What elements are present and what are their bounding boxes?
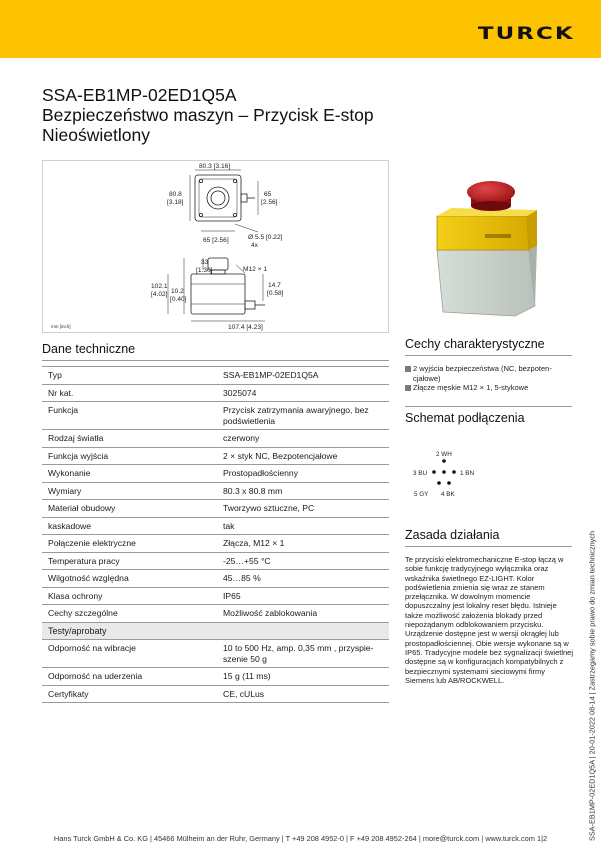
spec-value: czerwony bbox=[217, 430, 389, 448]
table-row bbox=[42, 500, 389, 518]
table-row bbox=[42, 384, 389, 402]
wiring-heading: Schemat podłączenia bbox=[405, 411, 525, 425]
spec-key: Klasa ochrony bbox=[42, 587, 217, 605]
tech-data-table bbox=[42, 366, 389, 703]
spec-key: Wilgotność względna bbox=[42, 570, 217, 588]
table-row bbox=[42, 367, 389, 385]
spec-value: 80.3 x 80.8 mm bbox=[217, 482, 389, 500]
turck-logo: TURCK bbox=[478, 24, 575, 44]
spec-key: Odporność na wibracje bbox=[42, 640, 217, 668]
principle-heading: Zasada działania bbox=[405, 528, 500, 542]
dim-connector: M12 × 1 bbox=[243, 266, 268, 273]
dim-conn-a: 14.7 bbox=[268, 282, 281, 289]
pin-2-label: 2 WH bbox=[436, 451, 452, 458]
product-photo-svg bbox=[417, 168, 557, 328]
spec-key: kaskadowe bbox=[42, 517, 217, 535]
dim-base-b: [0.40] bbox=[170, 296, 187, 303]
features-list bbox=[405, 364, 575, 393]
pin-4-label: 4 BK bbox=[441, 491, 455, 498]
dim-base-a: 10.2 bbox=[171, 288, 184, 295]
dim-button-b: [1.30] bbox=[196, 267, 213, 274]
spec-key: Cechy szczególne bbox=[42, 605, 217, 623]
spec-value: 3025074 bbox=[217, 384, 389, 402]
spec-value: 10 to 500 Hz, amp. 0,35 mm , przyspie- szenie 50 g bbox=[217, 640, 389, 668]
table-row bbox=[42, 640, 389, 668]
unit-note: mm [inch] bbox=[51, 324, 71, 329]
table-row bbox=[42, 447, 389, 465]
footer-text: Hans Turck GmbH & Co. KG | 45466 Mülheim an der Ruhr, Germany | T +49 208 4952-0 | F +49 208 4952-264 | more@turck.com | www.turck.com 1|2 bbox=[53, 834, 548, 843]
spec-group-label: Testy/aprobaty bbox=[42, 622, 389, 640]
title-line-1: SSA-EB1MP-02ED1Q5A bbox=[42, 85, 237, 105]
spec-key: Odporność na uderzenia bbox=[42, 668, 217, 686]
table-row bbox=[42, 535, 389, 553]
pin-2-icon bbox=[442, 459, 446, 463]
table-row bbox=[42, 668, 389, 686]
spec-value: 15 g (11 ms) bbox=[217, 668, 389, 686]
table-group-row bbox=[42, 622, 389, 640]
table-row bbox=[42, 402, 389, 430]
table-row bbox=[42, 587, 389, 605]
dim-top-width: 80.3 [3.16] bbox=[199, 163, 231, 170]
title-line-3: Nieoświetlony bbox=[42, 125, 150, 145]
wiring-diagram bbox=[405, 446, 505, 501]
title-line-2: Bezpieczeństwo maszyn – Przycisk E-stop bbox=[42, 105, 374, 125]
tech-data-heading: Dane techniczne bbox=[42, 342, 136, 356]
pin-5-icon bbox=[442, 470, 446, 474]
table-row bbox=[42, 570, 389, 588]
pin-1-icon bbox=[452, 470, 456, 474]
dim-total-height-a: 102.1 bbox=[151, 283, 168, 290]
spec-key: Certyfikaty bbox=[42, 685, 217, 703]
features-rule bbox=[405, 355, 572, 356]
header-band bbox=[0, 0, 601, 58]
dim-hole-count: 4x bbox=[251, 242, 258, 249]
list-item bbox=[405, 364, 575, 383]
spec-key: Wymiary bbox=[42, 482, 217, 500]
dim-left-height-b: [3.18] bbox=[167, 199, 184, 206]
sidebar-note bbox=[586, 430, 598, 850]
spec-value: -25…+55 °C bbox=[217, 552, 389, 570]
dimension-drawing-svg bbox=[43, 161, 390, 334]
spec-key: Funkcja wyjścia bbox=[42, 447, 217, 465]
spec-key: Typ bbox=[42, 367, 217, 385]
table-row bbox=[42, 685, 389, 703]
dim-button-a: 33 bbox=[201, 259, 209, 266]
spec-key: Temperatura pracy bbox=[42, 552, 217, 570]
feature-text: 2 wyjścia bezpieczeństwa (NC, bezpoten- cjałowe) bbox=[413, 364, 552, 383]
wiring-diagram-svg bbox=[405, 446, 505, 501]
spec-value: Przycisk zatrzymania awaryjnego, bez podświetlenia bbox=[217, 402, 389, 430]
tech-data-rule bbox=[42, 360, 389, 361]
table-row bbox=[42, 517, 389, 535]
table-row bbox=[42, 605, 389, 623]
table-row bbox=[42, 465, 389, 483]
spec-key: Połączenie elektryczne bbox=[42, 535, 217, 553]
spec-value: SSA-EB1MP-02ED1Q5A bbox=[217, 367, 389, 385]
spec-value: CE, cULus bbox=[217, 685, 389, 703]
dim-hole: Ø 5.5 [0.22] bbox=[248, 234, 283, 241]
principle-text: Te przyciski elektromechaniczne E-stop łączą w sobie funkcję tradycyjnego wyłącznika oraz wskaźnika świetlnego EZ-LIGHT. Kolor podświetlenia zmienia się wraz ze stanem przełącznika. W dowolnym momencie dopuszczalny jest lokalny reset błędu. Istnieje także możliwość założenia blokady przed niepożądanym odblokowaniem przycisku. Urządzenie dostępne jest w wersji okrągłej lub prostopadłościennej. Obie wersje wykonane są w IP65. Tradycyjne modele bez sygnalizacji świetlnej dostępne są w konfiguracjach kompatybilnych z bezpiecznymi systemami sieciowymi firmy Siemens lub AB/ROCKWELL. bbox=[405, 555, 573, 685]
bullet-icon bbox=[405, 366, 411, 372]
spec-key: Rodzaj światła bbox=[42, 430, 217, 448]
pin-1-label: 1 BN bbox=[460, 470, 474, 477]
principle-rule bbox=[405, 546, 572, 547]
sidebar-text: SSA-EB1MP-02ED1Q5A | 20-01-2022 08-14 | Zastrzegamy sobie prawo do zmian technicznych bbox=[587, 530, 597, 841]
spec-value: Tworzywo sztuczne, PC bbox=[217, 500, 389, 518]
spec-value: IP65 bbox=[217, 587, 389, 605]
bullet-icon bbox=[405, 385, 411, 391]
features-heading: Cechy charakterystyczne bbox=[405, 337, 545, 351]
dim-bottom-width: 65 [2.56] bbox=[203, 237, 229, 244]
spec-key: Wykonanie bbox=[42, 465, 217, 483]
spec-value: 45…85 % bbox=[217, 570, 389, 588]
pin-5b-icon bbox=[437, 481, 441, 485]
product-title bbox=[42, 85, 422, 145]
dim-right-a: 65 bbox=[264, 191, 272, 198]
feature-text: Złącze męskie M12 × 1, 5-stykowe bbox=[413, 383, 529, 392]
wiring-top-rule bbox=[405, 406, 572, 407]
dim-right-b: [2.56] bbox=[261, 199, 278, 206]
spec-value: Złącza, M12 × 1 bbox=[217, 535, 389, 553]
spec-key: Funkcja bbox=[42, 402, 217, 430]
dimension-drawing bbox=[42, 160, 389, 333]
list-item bbox=[405, 383, 575, 393]
table-row bbox=[42, 482, 389, 500]
pin-4-icon bbox=[447, 481, 451, 485]
spec-value: Prostopadłościenny bbox=[217, 465, 389, 483]
table-row bbox=[42, 430, 389, 448]
pin-3-icon bbox=[432, 470, 436, 474]
pin-5-label: 5 GY bbox=[414, 491, 429, 498]
dim-left-height-a: 80.8 bbox=[169, 191, 182, 198]
spec-value: Możliwość zablokowania bbox=[217, 605, 389, 623]
product-photo bbox=[417, 168, 557, 328]
table-row bbox=[42, 552, 389, 570]
spec-value: tak bbox=[217, 517, 389, 535]
spec-key: Nr kat. bbox=[42, 384, 217, 402]
spec-key: Materiał obudowy bbox=[42, 500, 217, 518]
dim-total-height-b: [4.02] bbox=[151, 291, 168, 298]
pin-3-label: 3 BU bbox=[413, 470, 427, 477]
dim-conn-b: [0.58] bbox=[267, 290, 284, 297]
dim-total-width: 107.4 [4.23] bbox=[228, 324, 263, 331]
spec-value: 2 × styk NC, Bezpotencjałowe bbox=[217, 447, 389, 465]
